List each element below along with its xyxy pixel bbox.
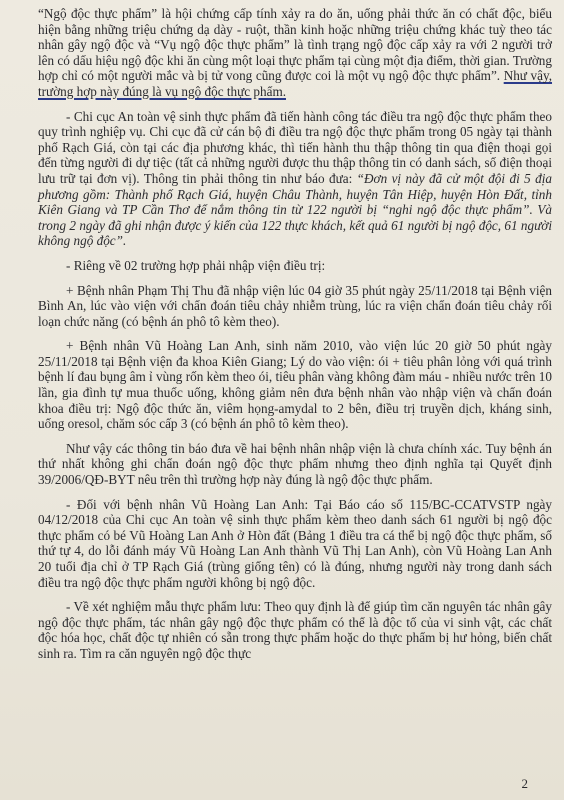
paragraph-patient-2: + Bệnh nhân Vũ Hoàng Lan Anh, sinh năm 2010, vào viện lúc 20 giờ 50 phút ngày 25/11/2018 tại Bệnh viện đa khoa Kiên Giang; Lý do vào viện: ói + tiêu phân lỏng với quá trình bệnh lí đau bụng âm ỉ vùng rốn kèm theo ói, tiêu phân vàng không đàm máu - nhiều nước trên 10 lần, gia đình tự mua thuốc uống, không giảm nên đưa bệnh nhân vào nhập viện và chẩn đoán khoa điều trị: Ngộ độc thức ăn, viêm họng-amydal to 2 bên, điều trị truyền dịch, kháng sinh, uống oresol, chăm sóc cấp 3 (có bệnh án phô tô kèm theo). bbox=[38, 338, 552, 432]
paragraph-definition bbox=[38, 6, 552, 100]
paragraph-hospitalized-intro: - Riêng về 02 trường hợp phải nhập viện điều trị: bbox=[66, 257, 326, 273]
definition-text: “Ngộ độc thực phẩm” là hội chứng cấp tính xảy ra do ăn, uống phải thức ăn có chất độc, biểu hiện bằng những triệu chứng dạ dày - ruột, thần kinh hoặc những triệu chứng khác tuỳ theo tác nhân gây ngộ độc và “Vụ ngộ độc thực phẩm” là tình trạng ngộ độc cấp xảy ra với 2 người trở lên có dấu hiệu ngộ độc khi ăn cùng một loại thực phẩm tại cùng một địa điểm, thời gian. Trường hợp chỉ có một người mắc và bị tử vong cũng được coi là một vụ ngộ độc thực phẩm”. bbox=[38, 6, 552, 84]
conclusion-underlined: Như vậy, trường hợp này đúng là vụ ngộ độc thực phẩm. bbox=[38, 68, 553, 99]
document-body bbox=[38, 6, 552, 671]
investigation-text: - Chi cục An toàn vệ sinh thực phẩm đã tiến hành công tác điều tra ngộ độc thực phẩm theo quy trình nghiệp vụ. Chi cục đã cử cán bộ đi điều tra ngộ độc thực phẩm trong 05 ngày tại thành phố Rạch Giá, còn tại các địa phương khác, thì tiến hành thu thập thông tin qua điện thoại gọi đến từng người đi dự tiệc (tất cả những người được thu thập thông tin có danh sách, số điện thoại lưu trữ tại đơn vị). Thông tin phải thông tin như báo đưa: bbox=[38, 108, 552, 186]
paragraph-investigation bbox=[38, 109, 552, 249]
page-number: 2 bbox=[521, 776, 528, 791]
paragraph-sample-testing: - Về xét nghiệm mẫu thực phẩm lưu: Theo quy định là để giúp tìm căn nguyên tác nhân gây ngộ độc thực phẩm, tác nhân gây ngộ độc thực phẩm có thể là độc tố của vi sinh vật, các chất độc hóa học, chất độc tự nhiên có sẵn trong thực phẩm hoặc do thực phẩm bị hư hỏng, biến chất sinh ra. Tìm ra căn nguyên ngộ độc thực bbox=[38, 599, 552, 661]
quoted-report: “Đơn vị này đã cử một đội đi 5 địa phương gồm: Thành phố Rạch Giá, huyện Châu Thành, huyện Tân Hiệp, huyện Hòn Đất, tỉnh Kiên Giang và TP Cần Thơ để nắm thông tin từ 122 người bị “nghi ngộ độc thực phẩm”. Và trong 2 ngày đã ghi nhận được ý kiến của 122 thực khách, kết quả 61 người bị ngộ độc, 61 người không ngộ độc”. bbox=[38, 170, 552, 249]
paragraph-patient-1: + Bệnh nhân Phạm Thị Thu đã nhập viện lúc 04 giờ 35 phút ngày 25/11/2018 tại Bệnh viện Bình An, lúc vào viện với chẩn đoán tiêu chảy nhiễm trùng, lúc ra viện chẩn đoán tiêu chảy rối loạn chức năng (có bệnh án phô tô kèm theo). bbox=[38, 282, 552, 329]
paragraph-conclusion: Như vậy các thông tin báo đưa về hai bệnh nhân nhập viện là chưa chính xác. Tuy bệnh án thứ nhất không ghi chẩn đoán ngộ độc thực phẩm nhưng theo định nghĩa tại Quyết định 39/2006/QĐ-BYT nêu trên thì trường hợp này đúng là ngộ độc thực phẩm. bbox=[38, 440, 552, 488]
paragraph-patient-lan-anh: - Đối với bệnh nhân Vũ Hoàng Lan Anh: Tại Báo cáo số 115/BC-CCATVSTP ngày 04/12/2018 của Chi cục An toàn vệ sinh thực phẩm kèm theo danh sách 61 người bị ngộ độc thực phẩm có bé Vũ Hoàng Lan Anh ở Hòn đất (Bảng 1 điều tra cá thể bị ngộ độc thực phẩm, số thứ tự 4, do lỗi đánh máy Vũ Hoàng Lan Anh thành Vũ Thị Lan Anh), còn Vũ Hoàng Lan Anh 20 tuổi địa chỉ ở TP Rạch Giá (trùng giống tên) có là đúng, nhưng người này trong danh sách điều tra ngộ độc thực phẩm người không bị ngộ độc. bbox=[38, 496, 552, 590]
